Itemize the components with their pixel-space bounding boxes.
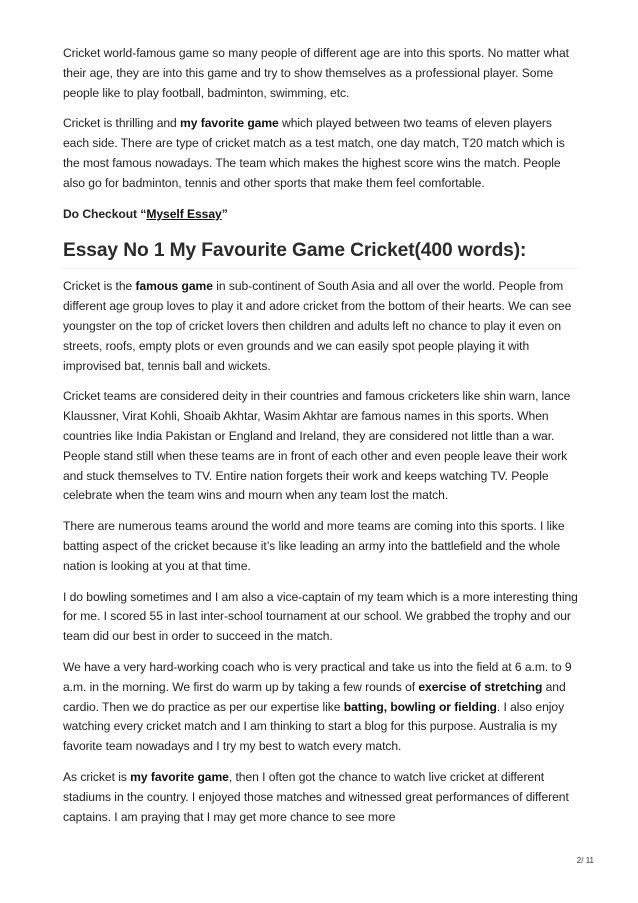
checkout-line: [63, 205, 578, 225]
text-span: in sub-continent of South Asia and all over the world. People from different age group loves to play it and adore cricket from the bottom of their hearts. We can see youngster on the top of cricket lovers then children and adults left no chance to play it even on streets, roofs, empty plots or even grounds and we can easily spot people playing it with improvised bat, tennis ball and wickets.: [63, 279, 572, 373]
text-span: We have a very hard-working coach who is very practical and take us into the field at 6 a.m. to 9 a.m. in the morning. We first do warm up by taking a few rounds of: [63, 659, 572, 694]
bold-phrase: my favorite game: [130, 769, 229, 784]
myself-essay-link[interactable]: Myself Essay: [146, 206, 222, 221]
bold-phrase: famous game: [135, 279, 213, 294]
essay-paragraph-1: [63, 277, 578, 376]
essay-paragraph-3: There are numerous teams around the world and more teams are coming into this sports. I like batting aspect of the cricket because it’s like leading an army into the battlefield and the whole nation is looking at you at that time.: [63, 519, 565, 573]
text-span: . I also enjoy watching every cricket match and I am thinking to start a blog for this purpose. Australia is my favorite team nowadays and I try my best to watch every match.: [63, 699, 565, 754]
essay-heading: Essay No 1 My Favourite Game Cricket(400 words):: [63, 236, 578, 269]
text-span: which played between two teams of eleven players each side. There are type of cricket match as a test match, one day match, T20 match which is the most famous nowadays. The team which makes the highest score wins the match. People also go for badminton, tennis and other sports that make them feel comfortable.: [63, 116, 565, 190]
intro-paragraph-2: [63, 114, 578, 193]
page-number: 2/ 11: [576, 856, 594, 865]
intro-paragraph-1: Cricket world-famous game so many people of different age are into this sports. No matter what their age, they are into this game and try to show themselves as a professional player. Some people like to play football, badminton, swimming, etc.: [63, 46, 569, 100]
checkout-prefix: Do Checkout “: [63, 206, 147, 221]
text-span: As cricket is: [63, 769, 131, 784]
essay-paragraph-5: [63, 658, 578, 757]
bold-phrase: exercise of stretching: [418, 679, 543, 694]
essay-paragraph-6: [63, 768, 578, 827]
text-span: and cardio. Then we do practice as per our expertise like: [63, 679, 566, 714]
text-span: Cricket is thrilling and: [63, 116, 181, 131]
text-span: , then I often got the chance to watch live cricket at different stadiums in the country. I enjoyed those matches and witnessed great performances of different captains. I am praying that I may get more chance to see more: [63, 769, 569, 824]
document-page: [63, 44, 578, 838]
checkout-suffix: ”: [221, 206, 228, 221]
essay-paragraph-2: Cricket teams are considered deity in their countries and famous cricketers like shin warn, lance Klaussner, Virat Kohli, Shoaib Akhtar, Wasim Akhtar are famous names in this sports. When countries like India Pakistan or England and Ireland, they are considered not little than a war. People stand still when these teams are in front of each other and even people leave their work and stuck themselves to TV. Entire nation forgets their work and keeps watching TV. People celebrate when the team wins and mourn when any team lost the match.: [63, 389, 571, 503]
bold-phrase: my favorite game: [180, 116, 279, 131]
text-span: Cricket is the: [63, 279, 136, 294]
essay-paragraph-4: I do bowling sometimes and I am also a vice-captain of my team which is a more interesting thing for me. I scored 55 in last inter-school tournament at our school. We grabbed the trophy and our team did our best in order to succeed in the match.: [63, 589, 578, 644]
bold-phrase: batting, bowling or fielding: [343, 699, 497, 714]
